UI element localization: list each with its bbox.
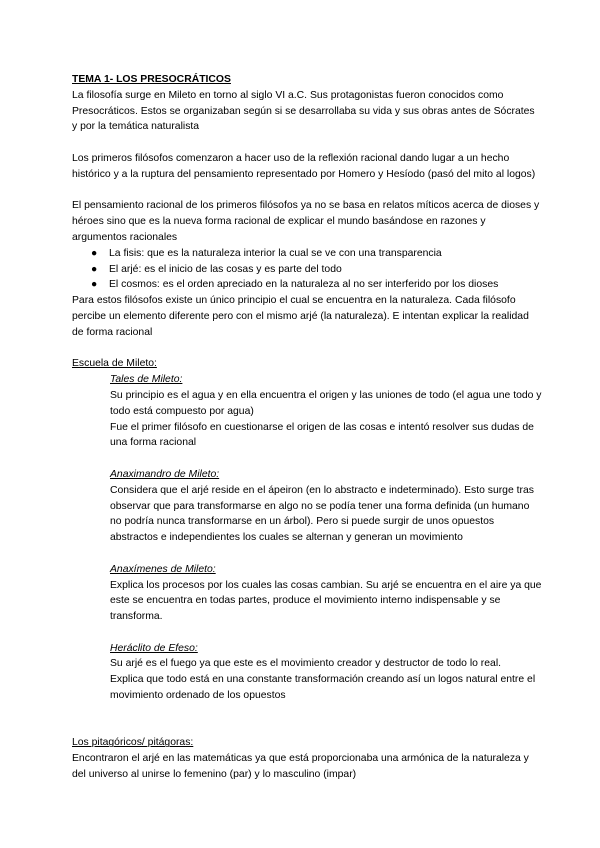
section-heading-pitagoricos: Los pitagóricos/ pitágoras:	[72, 737, 194, 749]
tales-paragraph-2: Fue el primer filósofo en cuestionarse el origen de las cosas e intentó resolver sus dudas de una forma racional	[110, 421, 534, 449]
anaximenes-paragraph: Explica los procesos por los cuales las cosas cambian. Su arjé se encuentra en el aire ya que este se encuentra en todas partes, produce el movimiento interno indispensable y se transforma.	[110, 579, 542, 623]
paragraph-rational-reflection: Los primeros filósofos comenzaron a hacer uso de la reflexión racional dando lugar a un hecho histórico y a la ruptura del pensamiento representado por Homero y Hesíodo (pasó del mito al logos)	[72, 152, 536, 180]
bullet-icon: ●	[91, 279, 98, 291]
tales-paragraph-1: Su principio es el agua y en ella encuentra el origen y las uniones de todo (el agua une todo y todo está compuesto por agua)	[110, 389, 542, 417]
section-heading-mileto: Escuela de Mileto:	[72, 358, 157, 370]
bullet-icon: ●	[91, 247, 98, 259]
concept-list	[72, 246, 542, 293]
bullet-icon: ●	[91, 263, 98, 275]
intro-paragraph: La filosofía surge en Mileto en torno al siglo VI a.C. Sus protagonistas fueron conocidos como Presocráticos. Estos se organizaban según si se desarrollaba su vida y sus obras antes de Sócrates y por la temática naturalista	[72, 89, 535, 133]
heraclito-paragraph-2: Explica que todo está en una constante transformación creando así un logos natural entre el movimiento ordenado de los opuestos	[110, 674, 536, 702]
anaximandro-paragraph: Considera que el arjé reside en el ápeiron (en lo abstracto e indeterminado). Esto surge tras observar que para transformarse en algo no se podía tener una forma definida (un humano no podría nunca transformarse en un árbol). Pero si puede surgir de unos opuestos abstractos e independientes los cuales se alternan y generan un movimiento	[110, 484, 534, 544]
list-item: ● El arjé: es el inicio de las cosas y es parte del todo	[72, 262, 542, 278]
document-content	[72, 72, 542, 783]
list-item: ● La fisis: que es la naturaleza interior la cual se ve con una transparencia	[72, 246, 542, 262]
paragraph-rational-thought: El pensamiento racional de los primeros filósofos ya no se basa en relatos míticos acerca de dioses y héroes sino que es la nueva forma racional de explicar el mundo basándose en razones y argumentos racionales	[72, 200, 540, 243]
philosopher-heading-tales: Tales de Mileto:	[110, 374, 183, 386]
pitagoricos-paragraph: Encontraron el arjé en las matemáticas ya que está proporcionaba una armónica de la naturaleza y del universo al unirse lo femenino (par) y lo masculino (impar)	[72, 753, 529, 781]
document-title: TEMA 1- LOS PRESOCRÁTICOS	[72, 74, 231, 85]
heraclito-paragraph-1: Su arjé es el fuego ya que este es el movimiento creador y destructor de todo lo real.	[110, 658, 502, 670]
philosopher-heading-heraclito: Heráclito de Efeso:	[110, 642, 198, 654]
philosopher-heading-anaximenes: Anaxímenes de Mileto:	[110, 563, 216, 575]
philosopher-heading-anaximandro: Anaximandro de Mileto:	[110, 468, 220, 480]
paragraph-single-principle: Para estos filósofos existe un único principio el cual se encuentra en la naturaleza. Cada filósofo percibe un elemento diferente pero con el mismo arjé (la naturaleza). E intentan explicar la realidad de forma racional	[72, 295, 529, 338]
list-item: ● El cosmos: es el orden apreciado en la naturaleza al no ser interferido por los dioses	[72, 277, 542, 293]
